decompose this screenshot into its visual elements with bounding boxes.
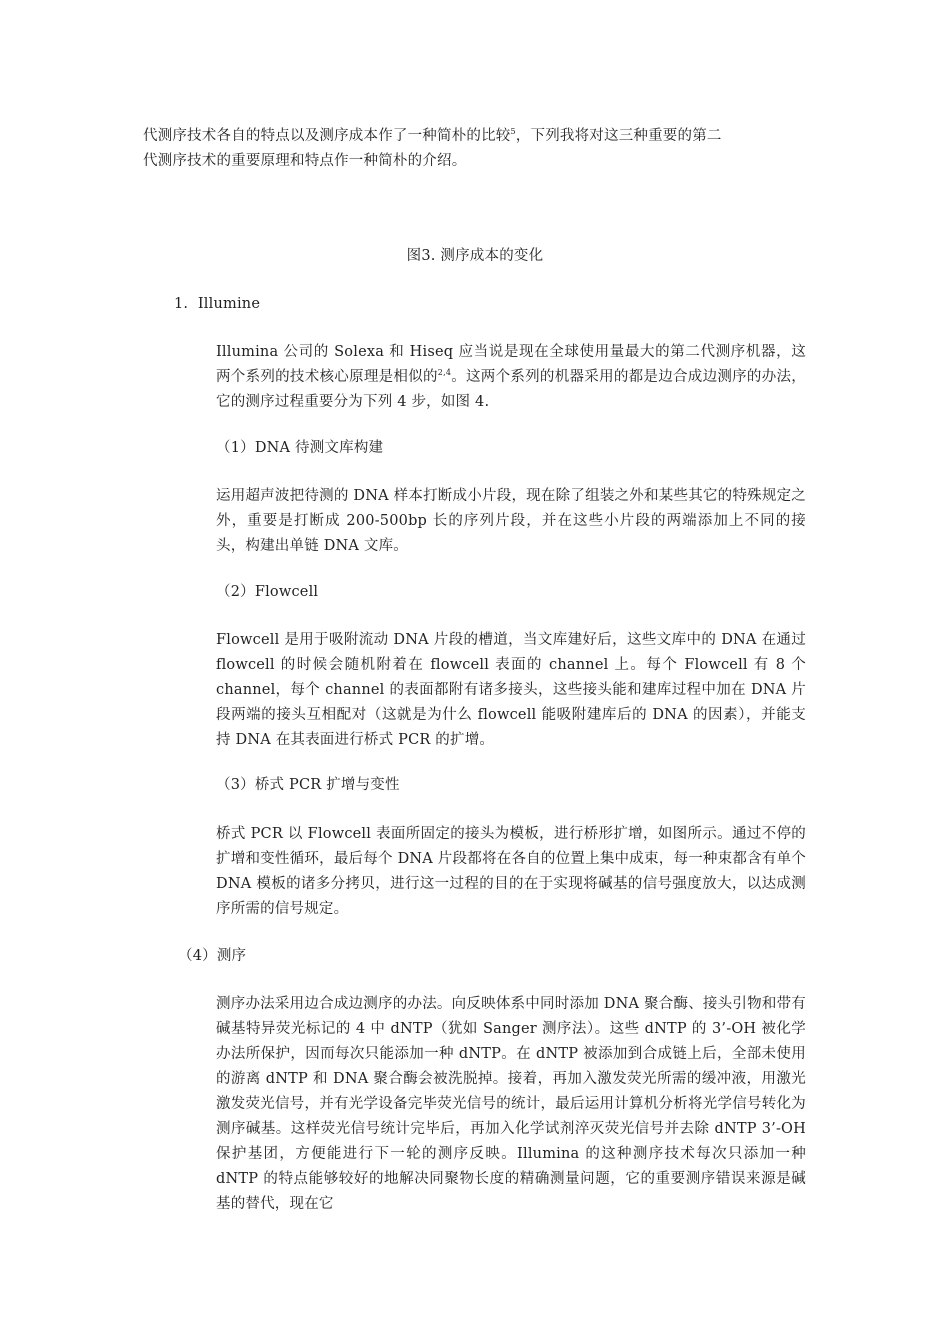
- intro-paragraph: [143, 124, 807, 174]
- section-intro-text-b: 。这两个系列的机器采用的都是边合成边测序的办法，它的测序过程重要分为下列 4 步，如图 4.: [216, 369, 806, 410]
- step4-body: 测序办法采用边合成边测序的办法。向反映体系中同时添加 DNA 聚合酶、接头引物和带有碱基特异荧光标记的 4 中 dNTP（犹如 Sanger 测序法）。这些 dNTP 的 3’-OH 被化学办法所保护，因而每次只能添加一种 dNTP。在 dNTP 被添加到合成链上后，全部未使用的游离 dNTP 和 DNA 聚合酶会被洗脱掉。接着，再加入激发荧光所需的缓冲液，用激光激发荧光信号，并有光学设备完毕荧光信号的统计，最后运用计算机分析将光学信号转化为测序碱基。这样荧光信号统计完毕后，再加入化学试剂淬灭荧光信号并去除 dNTP 3’-OH 保护基团，方便能进行下一轮的测序反映。Illumina 的这种测序技术每次只添加一种 dNTP 的特点能够较好的地解决同聚物长度的精确测量问题，它的重要测序错误来源是碱基的替代，现在它: [216, 996, 806, 1212]
- step1-body: 运用超声波把待测的 DNA 样本打断成小片段，现在除了组装之外和某些其它的特殊规定之外，重要是打断成 200-500bp 长的序列片段，并在这些小片段的两端添加上不同的接头，构建出单链 DNA 文库。: [216, 488, 806, 554]
- section-heading: 1. Illumine: [174, 296, 261, 312]
- step3-title: （3）桥式 PCR 扩增与变性: [216, 777, 400, 793]
- step2-body: Flowcell 是用于吸附流动 DNA 片段的槽道，当文库建好后，这些文库中的 DNA 在通过 flowcell 的时候会随机附着在 flowcell 表面的 channel 上。每个 Flowcell 有 8 个 channel，每个 channel 的表面都附有诸多接头，这些接头能和建库过程中加在 DNA 片段两端的接头互相配对（这就是为什么 flowcell 能吸附建库后的 DNA 的因素），并能支持 DNA 在其表面进行桥式 PCR 的扩增。: [216, 632, 806, 748]
- figure-caption: 图3. 测序成本的变化: [406, 248, 544, 264]
- intro-reference: 5: [510, 127, 516, 137]
- step2-title: （2）Flowcell: [216, 584, 319, 600]
- intro-line1: 代测序技术各自的特点以及测序成本作了一种简朴的比较: [143, 128, 511, 144]
- step3-body: 桥式 PCR 以 Flowcell 表面所固定的接头为模板，进行桥形扩增，如图所示。通过不停的扩增和变性循环，最后每个 DNA 片段都将在各自的位置上集中成束，每一种束都含有单个 DNA 模板的诸多分拷贝，进行这一过程的目的在于实现将碱基的信号强度放大，以达成测序所需的信号规定。: [216, 826, 806, 917]
- intro-line1-tail: ，下列我将对这三种重要的第二: [515, 128, 722, 144]
- intro-line2: 代测序技术的重要原理和特点作一种简朴的介绍。: [143, 153, 467, 169]
- step1-title: （1）DNA 待测文库构建: [216, 440, 384, 456]
- section-intro-paragraph: [216, 340, 806, 415]
- step4-title: （4）测序: [178, 948, 247, 964]
- section-intro-reference: 2,4: [437, 368, 452, 378]
- section-intro-text-a: Illumina 公司的 Solexa 和 Hiseq 应当说是现在全球使用量最大的第二代测序机器，这两个系列的技术核心原理是相似的: [216, 344, 806, 385]
